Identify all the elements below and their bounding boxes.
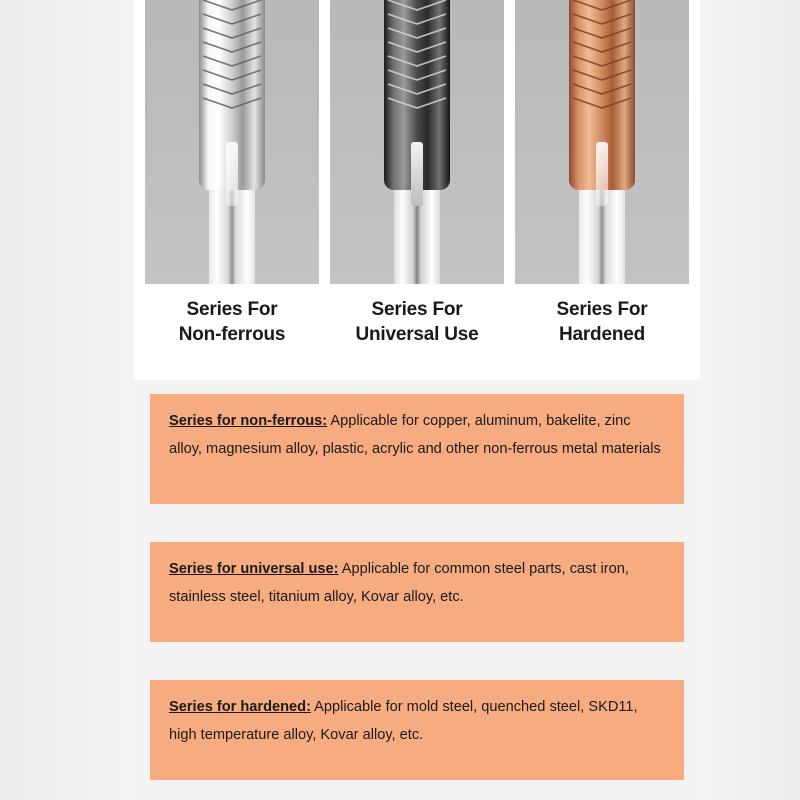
product-row xyxy=(134,0,700,348)
product-photo xyxy=(145,0,319,284)
page-left-margin xyxy=(0,0,134,800)
caption-line-1: Series For xyxy=(186,299,278,320)
product-photo xyxy=(330,0,504,284)
description-text: Applicable for common steel parts, cast iron, stainless steel, titanium alloy, Kovar alloy, etc. xyxy=(169,561,629,606)
description-non-ferrous xyxy=(150,394,684,504)
cutter-flute xyxy=(596,142,608,206)
cutter-flute xyxy=(226,142,238,206)
product-non-ferrous xyxy=(145,0,319,348)
description-hardened xyxy=(150,680,684,780)
description-text: Applicable for copper, aluminum, bakelite, zinc alloy, magnesium alloy, plastic, acrylic and other non-ferrous metal materials xyxy=(169,413,661,458)
caption-line-1: Series For xyxy=(371,299,463,320)
caption-line-1: Series For xyxy=(556,299,648,320)
thread-mill-cutter-icon xyxy=(199,0,265,152)
product-photo xyxy=(515,0,689,284)
caption-line-2: Universal Use xyxy=(355,324,479,346)
description-title: Series for universal use: xyxy=(169,561,339,577)
product-universal-use xyxy=(330,0,504,348)
caption-line-2: Hardened xyxy=(558,324,646,346)
cutter-flute xyxy=(411,142,423,206)
thread-mill-cutter-icon xyxy=(384,0,450,152)
product-caption xyxy=(145,297,319,348)
description-title: Series for hardened: xyxy=(169,699,311,715)
page-right-margin xyxy=(700,0,800,800)
product-card xyxy=(134,0,700,380)
description-universal-use xyxy=(150,542,684,642)
description-title: Series for non-ferrous: xyxy=(169,413,328,429)
thread-mill-cutter-icon xyxy=(569,0,635,152)
caption-line-2: Non-ferrous xyxy=(178,324,286,346)
product-hardened xyxy=(515,0,689,348)
description-text: Applicable for mold steel, quenched steel, SKD11, high temperature alloy, Kovar alloy, etc. xyxy=(169,699,638,744)
product-caption xyxy=(515,297,689,348)
product-caption xyxy=(330,297,504,348)
